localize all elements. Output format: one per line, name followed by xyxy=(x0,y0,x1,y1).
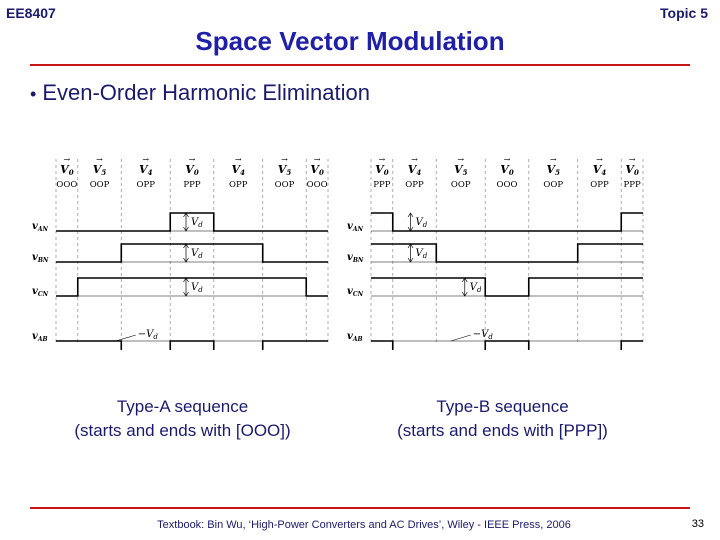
vector-label: V0 xyxy=(185,163,199,177)
type-b-caption-line2: (starts and ends with [PPP]) xyxy=(397,421,608,440)
switching-state-label: OOO xyxy=(496,180,518,190)
waveform-trace xyxy=(56,341,328,350)
switching-state-label: OPP xyxy=(136,180,155,190)
vector-label: V4 xyxy=(139,163,153,177)
vector-label: V4 xyxy=(407,163,422,177)
vector-arrow-icon: → xyxy=(596,155,603,164)
vector-label: V5 xyxy=(454,163,468,177)
vector-arrow-icon: → xyxy=(63,155,71,164)
waveform-trace xyxy=(371,341,643,350)
page-number: 33 xyxy=(691,518,704,530)
vector-arrow-icon: → xyxy=(378,155,386,164)
switching-state-label: OOO xyxy=(306,180,328,190)
row-label: $v_{BN}$ xyxy=(32,252,49,264)
switching-state-label: PPP xyxy=(373,180,391,190)
switching-state-label: OOO xyxy=(56,180,78,190)
vd-marker-an-label: $V_d$ xyxy=(415,217,428,229)
row-label: $v_{AN}$ xyxy=(347,221,363,233)
vector-label: V0 xyxy=(625,163,639,177)
bullet-point xyxy=(30,80,370,106)
neg-vd-label: $-V_d$ xyxy=(137,329,158,341)
row-label: $v_{BN}$ xyxy=(347,252,364,264)
bullet-icon: • xyxy=(30,84,37,104)
switching-state-label: OOP xyxy=(89,180,110,190)
vector-label: V0 xyxy=(500,163,514,177)
vector-label: V0 xyxy=(310,163,324,177)
type-a-waveform-diagram xyxy=(30,155,335,350)
switching-state-label: PPP xyxy=(183,180,201,190)
row-label: $v_{CN}$ xyxy=(347,286,364,298)
row-label: $v_{AB}$ xyxy=(347,331,363,343)
type-a-caption-line2: (starts and ends with [OOO]) xyxy=(74,421,291,440)
title-rule xyxy=(30,64,690,66)
vector-label: V5 xyxy=(546,163,560,177)
topic-label: Topic 5 xyxy=(660,5,708,21)
waveform-trace xyxy=(371,278,643,296)
vector-arrow-icon: → xyxy=(549,155,557,164)
switching-state-label: OOP xyxy=(450,180,471,190)
course-code: EE8407 xyxy=(6,5,56,21)
switching-state-label: PPP xyxy=(623,180,641,190)
type-b-caption-line1: Type-B sequence xyxy=(436,397,569,416)
vector-arrow-icon: → xyxy=(142,155,150,164)
vector-arrow-icon: → xyxy=(281,155,288,164)
vector-label: V5 xyxy=(92,163,107,177)
vd-marker-cn-label: $V_d$ xyxy=(191,282,203,294)
type-b-caption xyxy=(360,395,645,443)
vd-marker-bn-label: $V_d$ xyxy=(415,248,428,260)
neg-vd-label: $-V_d$ xyxy=(472,329,493,341)
vector-arrow-icon: → xyxy=(313,155,321,164)
footer-citation xyxy=(0,519,720,531)
switching-state-label: OOP xyxy=(543,180,564,190)
vector-arrow-icon: → xyxy=(234,155,242,164)
switching-state-label: OPP xyxy=(405,180,424,190)
vd-marker-bn-label: $V_d$ xyxy=(191,248,203,260)
bullet-text: Even-Order Harmonic Elimination xyxy=(42,80,370,105)
vector-label: V5 xyxy=(277,163,292,177)
vector-arrow-icon: → xyxy=(457,155,465,164)
footer-text: Textbook: Bin Wu, ‘High-Power Converters and AC Drives’, Wiley - IEEE Press, 2006 xyxy=(157,519,571,531)
vector-arrow-icon: → xyxy=(503,155,511,164)
row-label: $v_{CN}$ xyxy=(32,286,49,298)
vector-arrow-icon: → xyxy=(628,155,636,164)
vector-label: V0 xyxy=(60,163,74,177)
slide-title-text: Space Vector Modulation xyxy=(195,26,505,56)
vector-label: V4 xyxy=(592,163,607,177)
vector-arrow-icon: → xyxy=(188,155,196,164)
switching-state-label: OOP xyxy=(274,180,295,190)
footer-rule xyxy=(30,507,690,509)
vd-marker-an-label: $V_d$ xyxy=(191,217,203,229)
type-b-waveform-diagram xyxy=(345,155,650,350)
vector-label: V0 xyxy=(375,163,389,177)
vector-arrow-icon: → xyxy=(411,155,418,164)
vector-label: V4 xyxy=(231,163,245,177)
type-a-caption-line1: Type-A sequence xyxy=(116,397,249,416)
type-a-caption xyxy=(40,395,325,443)
slide-title xyxy=(0,26,720,57)
vd-marker-cn-label: $V_d$ xyxy=(469,282,482,294)
vector-arrow-icon: → xyxy=(96,155,103,164)
neg-vd-pointer xyxy=(116,335,136,341)
neg-vd-pointer xyxy=(451,335,471,341)
switching-state-label: OPP xyxy=(590,180,609,190)
switching-state-label: OPP xyxy=(229,180,248,190)
row-label: $v_{AB}$ xyxy=(32,331,48,343)
row-label: $v_{AN}$ xyxy=(32,221,48,233)
